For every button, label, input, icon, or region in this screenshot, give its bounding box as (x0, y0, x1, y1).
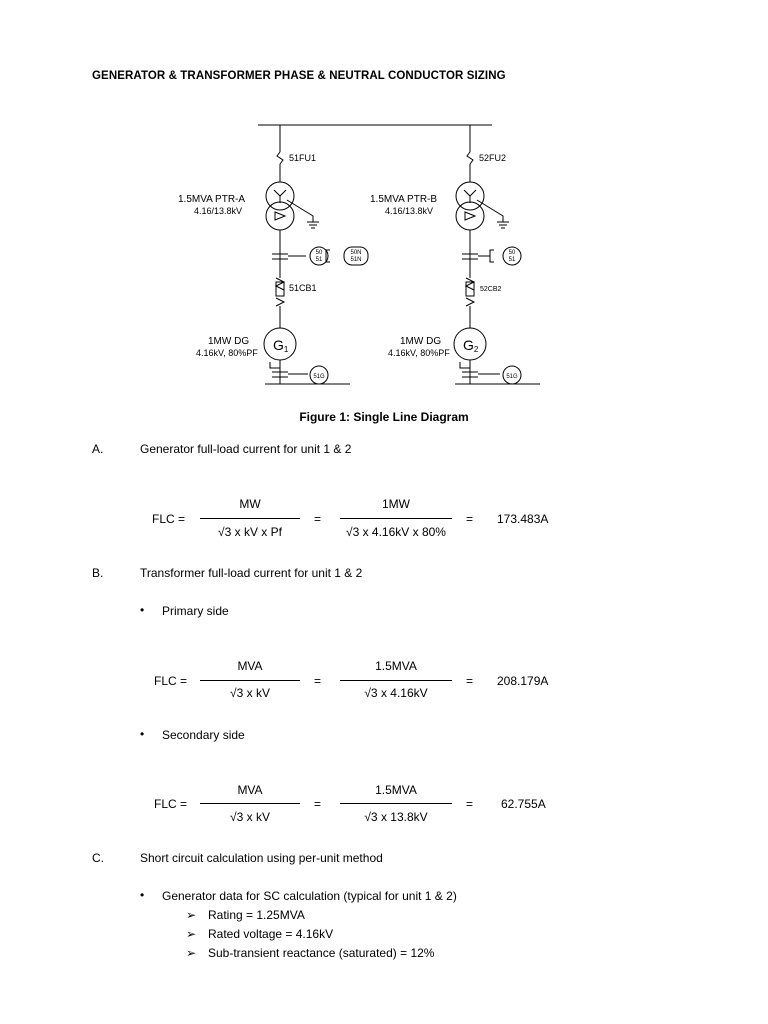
fuse-symbol-left (277, 152, 283, 164)
section-b-heading: Transformer full-load current for unit 1 & 2 (140, 566, 363, 580)
bullet-secondary: • (140, 727, 145, 741)
gen-symbol-left: G1 (273, 337, 289, 354)
gen-data-item: Rating = 1.25MVA (208, 908, 305, 922)
flc-lhs-primary: FLC = (154, 674, 188, 688)
bullet-gen-data: • (140, 888, 145, 902)
denominator-1-secondary: √3 x kV (230, 810, 270, 824)
section-c-letter: C. (92, 851, 104, 865)
figure-caption: Figure 1: Single Line Diagram (299, 410, 469, 424)
equals-2-primary: = (466, 674, 474, 688)
breaker-label-right: 52CB2 (480, 286, 502, 293)
single-line-diagram (0, 110, 768, 405)
relay-50n-left: 50N (350, 250, 362, 256)
equals-1-secondary: = (314, 797, 322, 811)
numerator-2-primary: 1.5MVA (375, 659, 417, 673)
result-primary: 208.179A (497, 674, 549, 688)
flc-lhs-a: FLC = (152, 512, 186, 526)
page-title: GENERATOR & TRANSFORMER PHASE & NEUTRAL CONDUCTOR SIZING (92, 70, 506, 82)
arrow-bullet-icon: ➢ (186, 946, 197, 960)
primary-side-label: Primary side (162, 604, 229, 618)
result-secondary: 62.755A (501, 797, 546, 811)
equals-2-secondary: = (466, 797, 474, 811)
xfmr-volt-left: 4.16/13.8kV (194, 206, 243, 216)
fuse-label-right: 52FU2 (479, 153, 507, 163)
relay-51n-left: 51N (350, 257, 362, 263)
relay-51-left: 51 (315, 257, 323, 263)
numerator-1-secondary: MVA (237, 783, 263, 797)
fraction-bar-1-secondary (200, 803, 300, 804)
denominator-1-a: √3 x kV x Pf (218, 525, 282, 539)
gen-name-right: 1MW DG (400, 336, 442, 347)
bullet-primary: • (140, 603, 145, 617)
equals-1-primary: = (314, 674, 322, 688)
relay-51-right: 51 (508, 257, 516, 263)
numerator-1-a: MW (239, 497, 261, 511)
fraction-bar-2-primary (340, 680, 452, 681)
section-a-heading: Generator full-load current for unit 1 & 2 (140, 442, 352, 456)
equals-1-a: = (314, 512, 322, 526)
flc-lhs-secondary: FLC = (154, 797, 188, 811)
xfmr-secondary-right (456, 202, 484, 230)
section-b-letter: B. (92, 566, 104, 580)
gen-symbol-right: G2 (463, 337, 479, 354)
xfmr-name-left: 1.5MVA PTR-A (178, 194, 246, 205)
fraction-bar-2-a (340, 518, 452, 519)
gen-data-item: Rated voltage = 4.16kV (208, 927, 334, 941)
secondary-side-label: Secondary side (162, 728, 245, 742)
fraction-bar-1-a (200, 518, 300, 519)
fraction-bar-1-primary (200, 680, 300, 681)
result-a: 173.483A (497, 512, 549, 526)
denominator-2-secondary: √3 x 13.8kV (364, 810, 428, 824)
breaker-label-left: 51CB1 (289, 283, 317, 293)
section-c-heading: Short circuit calculation using per-unit method (140, 851, 383, 865)
relay-51g-right: 51G (506, 374, 518, 380)
denominator-1-primary: √3 x kV (230, 686, 270, 700)
relay-50-right: 50 (508, 250, 516, 256)
xfmr-name-right: 1.5MVA PTR-B (370, 194, 438, 205)
fraction-bar-2-secondary (340, 803, 452, 804)
gen-data-heading: Generator data for SC calculation (typical for unit 1 & 2) (162, 889, 457, 903)
relay-51g-left: 51G (313, 374, 325, 380)
arrow-bullet-icon: ➢ (186, 927, 197, 941)
arrow-bullet-icon: ➢ (186, 908, 197, 922)
denominator-2-a: √3 x 4.16kV x 80% (346, 525, 446, 539)
denominator-2-primary: √3 x 4.16kV (364, 686, 428, 700)
gen-name-left: 1MW DG (208, 336, 250, 347)
section-a-letter: A. (92, 442, 104, 456)
gen-rating-left: 4.16kV, 80%PF (196, 348, 258, 358)
fuse-label-left: 51FU1 (289, 153, 317, 163)
fuse-symbol-right (467, 152, 473, 164)
gen-data-item: Sub-transient reactance (saturated) = 12% (208, 946, 435, 960)
numerator-1-primary: MVA (237, 659, 263, 673)
equals-2-a: = (466, 512, 474, 526)
numerator-2-a: 1MW (382, 497, 410, 511)
relay-50-left: 50 (315, 250, 323, 256)
gen-rating-right: 4.16kV, 80%PF (388, 348, 450, 358)
numerator-2-secondary: 1.5MVA (375, 783, 417, 797)
xfmr-secondary-left (266, 202, 294, 230)
xfmr-volt-right: 4.16/13.8kV (385, 206, 434, 216)
